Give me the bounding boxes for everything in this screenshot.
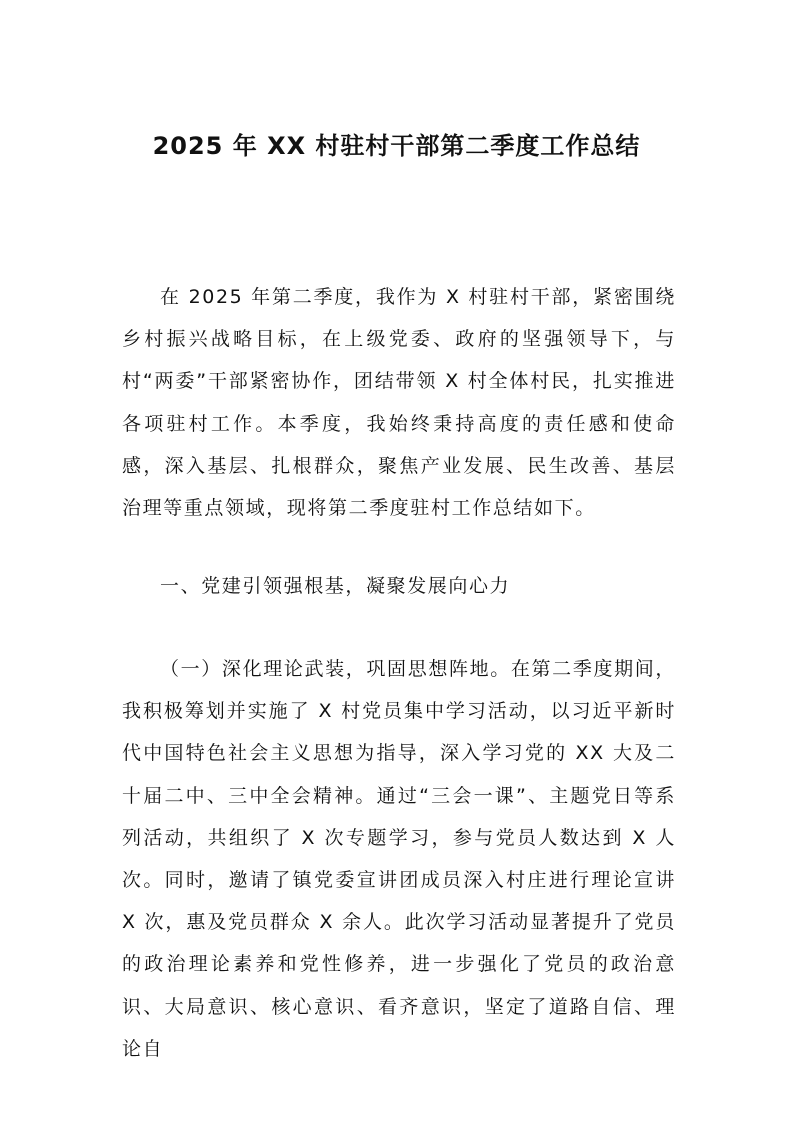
section-paragraph-1-1: （一）深化理论武装，巩固思想阵地。在第二季度期间，我积极筹划并实施了 X 村党员集中学习活动，以习近平新时代中国特色社会主义思想为指导，深入学习党的 XX 大及二十届二中、三中全会精神。通过“三会一课”、主题党日等系列活动，共组织了 X 次专题学习，参与党员人数达到 X 人次。同时，邀请了镇党委宣讲团成员深入村庄进行理论宣讲 X 次，惠及党员群众 X 余人。此次学习活动显著提升了党员的政治理论素养和党性修养，进一步强化了党员的政治意识、大局意识、核心意识、看齐意识，坚定了道路自信、理论自 bbox=[122, 658, 676, 1060]
section-heading-1: 一、党建引领强根基，凝聚发展向心力 bbox=[160, 575, 511, 597]
intro-paragraph: 在 2025 年第二季度，我作为 X 村驻村干部，紧密围绕乡村振兴战略目标，在上级党委、政府的坚强领导下，与村“两委”干部紧密协作，团结带领 X 村全体村民，扎实推进各项驻村工作。本季度，我始终秉持高度的责任感和使命感，深入基层、扎根群众，聚焦产业发展、民生改善、基层治理等重点领域，现将第二季度驻村工作总结如下。 bbox=[122, 286, 676, 520]
page-title: 2025 年 XX 村驻村干部第二季度工作总结 bbox=[152, 132, 641, 160]
